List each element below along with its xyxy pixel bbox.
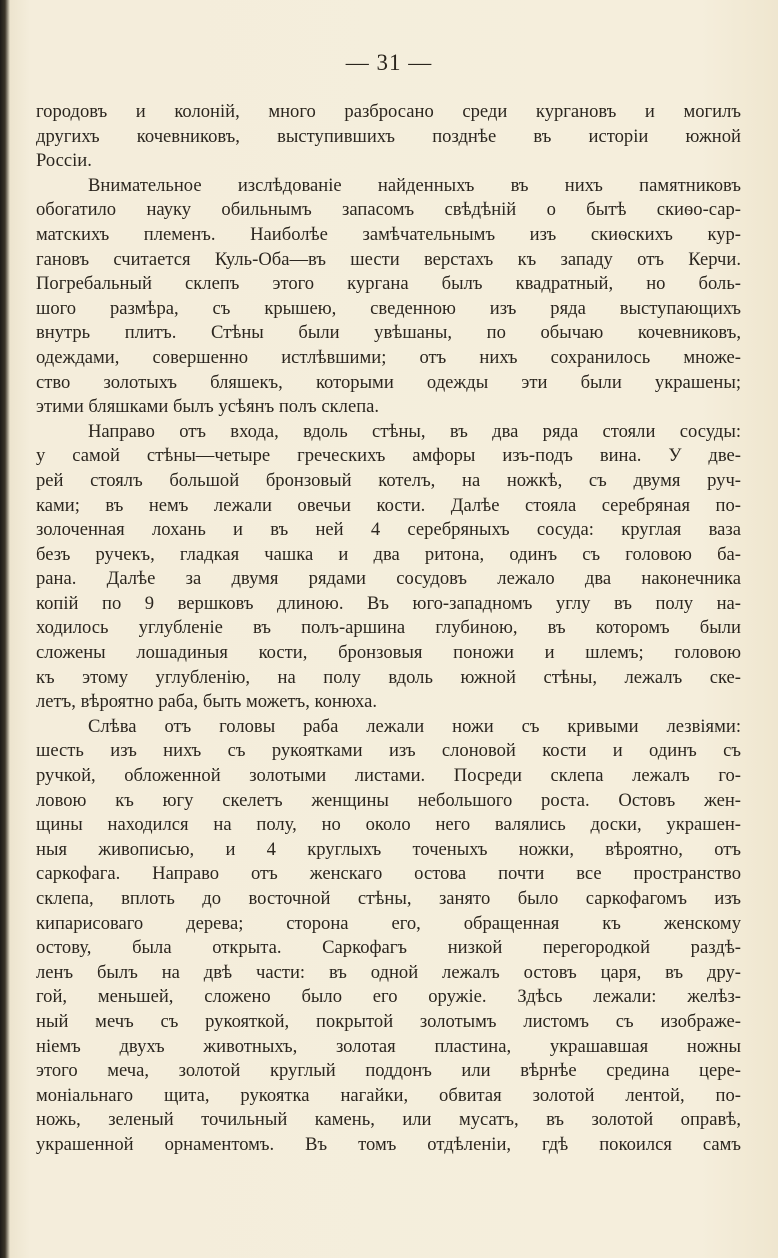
- text-line: ножь, зеленый точильный камень, или мусатъ, въ золотой оправѣ,: [36, 1109, 741, 1131]
- text-line: ручкой, обложенной золотыми листами. Посреди склепа лежалъ го-: [36, 765, 741, 787]
- text-line: сложены лошадиныя кости, бронзовыя поножи и шлемъ; головою: [36, 642, 741, 664]
- text-line: шого размѣра, съ крышею, сведенною изъ ряда выступающихъ: [36, 297, 741, 319]
- text-line: этого меча, золотой круглый поддонъ или вѣрнѣе средина цере-: [36, 1060, 741, 1082]
- text-line: рана. Далѣе за двумя рядами сосудовъ лежало два наконечника: [36, 568, 741, 590]
- text-line: ками; въ немъ лежали овечьи кости. Далѣе стояла серебряная по-: [36, 494, 741, 516]
- text-line: обогатило науку обильнымъ запасомъ свѣдѣній о бытѣ скиѳо-сар-: [36, 199, 741, 221]
- text-line: ство золотыхъ бляшекъ, которыми одежды эти были украшены;: [36, 371, 741, 393]
- text-line: кипарисоваго дерева; сторона его, обращенная къ женскому: [36, 912, 741, 934]
- text-line: безъ ручекъ, гладкая чашка и два ритона, одинъ съ головою ба-: [36, 543, 741, 565]
- text-line: одеждами, совершенно истлѣвшими; отъ нихъ сохранилось множе-: [36, 346, 741, 368]
- text-line: этими бляшками былъ усѣянъ полъ склепа.: [36, 396, 380, 418]
- binding-edge: [0, 0, 10, 1258]
- text-line: моніальнаго щита, рукоятка нагайки, обвитая золотой лентой, по-: [36, 1084, 741, 1106]
- text-line: Погребальный склепъ этого кургана былъ квадратный, но боль-: [36, 273, 741, 295]
- text-line: склепа, вплоть до восточной стѣны, занято было саркофагомъ изъ: [36, 888, 741, 909]
- text-line: ловою къ югу скелетъ женщины небольшого роста. Остовъ жен-: [36, 789, 741, 811]
- text-line: другихъ кочевниковъ, выступившихъ позднѣе въ исторіи южной: [36, 125, 741, 147]
- text-line: Направо отъ входа, вдоль стѣны, въ два ряда стояли сосуды:: [88, 420, 741, 442]
- text-line: гой, меньшей, сложено было его оружіе. Здѣсь лежали: желѣз-: [36, 986, 741, 1008]
- text-line: Внимательное изслѣдованіе найденныхъ въ нихъ памятниковъ: [88, 174, 741, 196]
- text-line: ный мечъ съ рукояткой, покрытой золотымъ листомъ съ изображе-: [36, 1010, 741, 1032]
- text-line: ленъ былъ на двѣ части: въ одной лежалъ остовъ царя, въ дру-: [36, 961, 741, 983]
- text-line: ніемъ двухъ животныхъ, золотая пластина, украшавшая ножны: [36, 1035, 741, 1057]
- text-line: остову, была открыта. Саркофагъ низкой перегородкой раздѣ-: [36, 937, 741, 959]
- text-line: у самой стѣны—четыре греческихъ амфоры изъ-подъ вина. У две-: [36, 445, 741, 467]
- text-line: ходилось углубленіе въ полъ-аршина глубиною, въ которомъ были: [36, 617, 741, 639]
- text-line: рей стоялъ большой бронзовый котелъ, на ножкѣ, съ двумя руч-: [36, 469, 741, 491]
- text-line: саркофага. Направо отъ женскаго остова почти все пространство: [36, 863, 741, 885]
- text-line: ныя живописью, и 4 круглыхъ точеныхъ ножки, вѣроятно, отъ: [36, 838, 741, 860]
- text-line: Слѣва отъ головы раба лежали ножи съ кривыми лезвіями:: [88, 715, 741, 737]
- text-line: къ этому углубленію, на полу вдоль южной стѣны, лежалъ ске-: [36, 666, 741, 688]
- text-line: копій по 9 вершковъ длиною. Въ юго-западномъ углу въ полу на-: [36, 592, 741, 614]
- text-line: летъ, вѣроятно раба, быть можетъ, конюха.: [36, 691, 377, 713]
- body-text: [36, 100, 741, 1158]
- text-line: украшенной орнаментомъ. Въ томъ отдѣленіи, гдѣ покоился самъ: [36, 1133, 741, 1155]
- text-line: Россіи.: [36, 150, 92, 172]
- text-line: городовъ и колоній, много разбросано среди кургановъ и могилъ: [36, 101, 741, 122]
- text-line: матскихъ племенъ. Наиболѣе замѣчательнымъ изъ скиѳскихъ кур-: [36, 223, 741, 245]
- text-line: гановъ считается Куль-Оба—въ шести верстахъ къ западу отъ Керчи.: [36, 248, 741, 270]
- page-number: — 31 —: [345, 50, 433, 75]
- text-line: шесть изъ нихъ съ рукоятками изъ слоновой кости и одинъ съ: [36, 740, 741, 762]
- text-line: золоченная лохань и въ ней 4 серебряныхъ сосуда: круглая ваза: [36, 519, 741, 541]
- text-line: щины находился на полу, но около него валялись доски, украшен-: [36, 814, 741, 836]
- text-line: внутрь плитъ. Стѣны были увѣшаны, по обычаю кочевниковъ,: [36, 322, 741, 344]
